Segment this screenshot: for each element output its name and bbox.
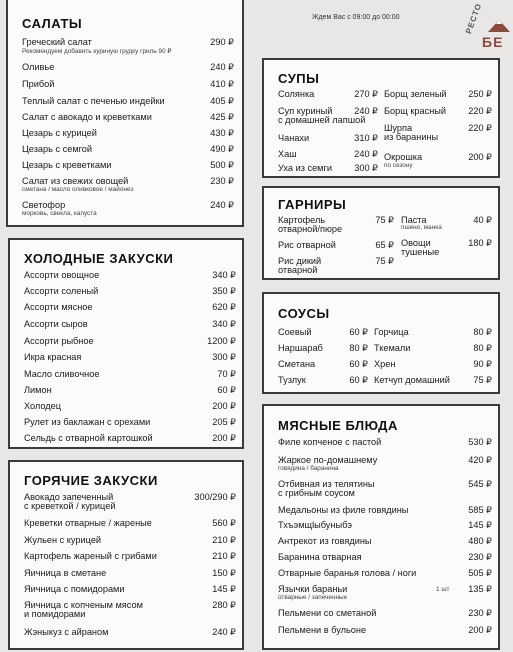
logo-title: БЕ [482,34,504,50]
logo-mountain-icon [488,18,510,32]
menu-item-price: 70 ₽ [217,369,236,379]
menu-item-name: Авокадо запеченный [24,492,114,502]
opening-hours: Ждем Вас с 09:00 до 00:00 [312,14,400,21]
menu-item-price: 350 ₽ [212,286,236,296]
menu-item-name: Медальоны из филе говядины [278,505,409,515]
menu-item-name: Картофель [278,215,326,225]
menu-item-name: Холодец [24,401,62,411]
menu-item-price: 340 ₽ [212,319,236,329]
menu-item-name-cont: отварной [278,265,318,275]
hot-snacks-title: ГОРЯЧИЕ ЗАКУСКИ [24,473,158,488]
menu-item-name: Чанахи [278,133,310,143]
menu-item-price: 65 ₽ [375,240,394,250]
menu-item-name: Язычки бараньи [278,584,348,594]
soups-card [262,58,500,178]
menu-item-price: 180 ₽ [468,238,492,248]
garnish-title: ГАРНИРЫ [278,197,347,212]
menu-item-note: отварные / запеченные [278,594,348,601]
salads-title: САЛАТЫ [22,16,83,31]
menu-item-name: Тузлук [278,375,306,385]
menu-item-price: 240 ₽ [210,200,234,210]
menu-item-name: Рис дикий [278,256,322,266]
cold-snacks-card [8,238,244,449]
menu-item-name-cont: из баранины [384,132,439,142]
menu-item-name: Рис отварной [278,240,336,250]
menu-item-qty: 1 шт [436,586,450,593]
menu-item-price: 490 ₽ [210,144,234,154]
menu-item-note: говядина / баранина [278,465,339,472]
menu-item-price: 500 ₽ [210,160,234,170]
menu-item-price: 560 ₽ [212,518,236,528]
menu-item-price: 145 ₽ [212,584,236,594]
meat-card [262,404,500,650]
menu-item-price: 240 ₽ [354,106,378,116]
menu-item-price: 300 ₽ [212,352,236,362]
menu-item-name: Уха из семги [278,163,332,173]
menu-item-price: 150 ₽ [212,568,236,578]
menu-item-price: 545 ₽ [468,479,492,489]
hot-snacks-card [8,460,244,650]
menu-item-price: 405 ₽ [210,96,234,106]
menu-item-price: 310 ₽ [354,133,378,143]
menu-item-note: пшено, манка [401,224,442,231]
menu-item-name: Ассорти соленый [24,286,99,296]
menu-item-name: Цезарь с креветками [22,160,112,170]
menu-item-price: 290 ₽ [210,37,234,47]
menu-item-name: Борщ красный [384,106,447,116]
menu-item-price: 75 ₽ [473,375,492,385]
menu-item-price: 80 ₽ [473,327,492,337]
menu-item-name: Суп куриный [278,106,333,116]
menu-item-name: Ассорти мясное [24,302,93,312]
menu-item-price: 240 ₽ [212,627,236,637]
menu-item-price: 270 ₽ [354,89,378,99]
menu-item-price: 60 ₽ [217,385,236,395]
menu-item-price: 230 ₽ [468,552,492,562]
garnish-card [262,186,500,280]
menu-item-price: 410 ₽ [210,79,234,89]
menu-item-name: Икра красная [24,352,82,362]
menu-item-name: Ассорти рыбное [24,336,94,346]
menu-item-name: Ассорти овощное [24,270,100,280]
menu-item-name: Антрекот из говядины [278,536,372,546]
menu-item-price: 220 ₽ [468,123,492,133]
menu-item-price: 200 ₽ [212,433,236,443]
menu-item-price: 90 ₽ [473,359,492,369]
menu-item-name: Пельмени со сметаной [278,608,377,618]
soups-title: СУПЫ [278,71,320,86]
menu-item-price: 240 ₽ [354,149,378,159]
menu-item-price: 220 ₽ [468,106,492,116]
menu-item-name: Кетчуп домашний [374,375,450,385]
menu-item-name: Яичница с копченым мясом [24,600,143,610]
menu-item-price: 210 ₽ [212,535,236,545]
menu-item-price: 480 ₽ [468,536,492,546]
menu-item-name: Оливье [22,62,55,72]
menu-item-name: Цезарь с семгой [22,144,93,154]
meat-title: МЯСНЫЕ БЛЮДА [278,418,398,433]
menu-item-name: Солянка [278,89,315,99]
menu-item-name-cont: отварной/пюре [278,224,343,234]
menu-item-name: Светофор [22,200,66,210]
menu-item-price: 585 ₽ [468,505,492,515]
cold-snacks-title: ХОЛОДНЫЕ ЗАКУСКИ [24,251,174,266]
menu-item-note: морковь, свекла, капуста [22,210,97,217]
menu-item-price: 60 ₽ [349,327,368,337]
menu-item-name: Жульен с курицей [24,535,102,545]
menu-item-price: 250 ₽ [468,89,492,99]
menu-item-note: Рекомендуем добавить куриную грудку гриль 90 ₽ [22,48,172,55]
menu-item-price: 75 ₽ [375,215,394,225]
menu-item-price: 505 ₽ [468,568,492,578]
menu-item-price: 530 ₽ [468,437,492,447]
menu-item-price: 40 ₽ [473,215,492,225]
menu-item-price: 200 ₽ [468,625,492,635]
menu-item-price: 200 ₽ [468,152,492,162]
menu-item-price: 620 ₽ [212,302,236,312]
menu-item-price: 1200 ₽ [207,336,236,346]
menu-item-price: 230 ₽ [468,608,492,618]
menu-item-name: Жэныкуз с айраном [24,627,109,637]
menu-item-name-cont: и помидорами [24,609,86,619]
menu-item-name: Хрен [374,359,396,369]
menu-item-name: Тхъэмщlыбуныбэ [278,520,352,530]
salads-card [6,0,244,227]
menu-item-price: 80 ₽ [473,343,492,353]
menu-item-price: 230 ₽ [210,176,234,186]
menu-item-name: Шурпа [384,123,413,133]
menu-item-name: Салат с авокадо и креветками [22,112,152,122]
menu-item-price: 425 ₽ [210,112,234,122]
menu-item-price: 200 ₽ [212,401,236,411]
menu-item-name: Баранина отварная [278,552,362,562]
menu-item-name-cont: с креветкой / курицей [24,501,116,511]
menu-item-price: 80 ₽ [349,343,368,353]
menu-item-name: Креветки отварные / жареные [24,518,152,528]
menu-item-price: 420 ₽ [468,455,492,465]
menu-item-price: 145 ₽ [468,520,492,530]
menu-item-name: Филе копченое с пастой [278,437,382,447]
menu-item-note: сметана / масло оливковое / майонез [22,186,134,193]
menu-item-name: Теплый салат с печенью индейки [22,96,165,106]
menu-item-name: Отварные баранья голова / ноги [278,568,417,578]
menu-item-price: 60 ₽ [349,375,368,385]
menu-item-price: 240 ₽ [210,62,234,72]
menu-item-name: Отбивная из телятины [278,479,375,489]
menu-item-price: 430 ₽ [210,128,234,138]
menu-item-name: Соевый [278,327,312,337]
menu-item-name: Жаркое по-домашнему [278,455,378,465]
menu-item-name-cont: с грибным соусом [278,488,355,498]
menu-item-name: Хаш [278,149,297,159]
menu-item-name-cont: тушеные [401,247,440,257]
sauces-title: СОУСЫ [278,306,330,321]
menu-item-name-cont: с домашней лапшой [278,115,366,125]
menu-item-name: Пельмени в бульоне [278,625,367,635]
menu-item-price: 340 ₽ [212,270,236,280]
menu-item-name: Яичница в сметане [24,568,107,578]
menu-item-price: 60 ₽ [349,359,368,369]
menu-item-price: 205 ₽ [212,417,236,427]
menu-item-name: Паста [401,215,427,225]
menu-item-price: 300 ₽ [354,163,378,173]
menu-item-name: Рулет из баклажан с орехами [24,417,151,427]
menu-item-name: Ассорти сыров [24,319,88,329]
menu-item-name: Яичница с помидорами [24,584,125,594]
menu-item-name: Горчица [374,327,409,337]
menu-item-price: 75 ₽ [375,256,394,266]
menu-item-name: Сметана [278,359,316,369]
logo-caption: РЕСТО [464,1,484,36]
menu-item-name: Лимон [24,385,52,395]
menu-item-price: 210 ₽ [212,551,236,561]
menu-item-price: 135 ₽ [468,584,492,594]
menu-item-name: Овощи [401,238,431,248]
menu-item-name: Борщ зеленый [384,89,447,99]
menu-item-name: Ткемали [374,343,411,353]
menu-item-name: Картофель жареный с грибами [24,551,157,561]
menu-item-name: Салат из свежих овощей [22,176,129,186]
menu-item-price: 280 ₽ [212,600,236,610]
menu-item-name: Цезарь с курицей [22,128,97,138]
menu-item-note: по сезону [384,162,413,169]
menu-item-name: Сельдь с отварной картошкой [24,433,153,443]
menu-item-name: Окрошка [384,152,423,162]
menu-item-name: Масло сливочное [24,369,100,379]
menu-item-name: Наршараб [278,343,323,353]
menu-item-name: Прибой [22,79,55,89]
menu-item-name: Греческий салат [22,37,92,47]
menu-item-price: 300/290 ₽ [194,492,236,502]
sauces-card [262,292,500,394]
